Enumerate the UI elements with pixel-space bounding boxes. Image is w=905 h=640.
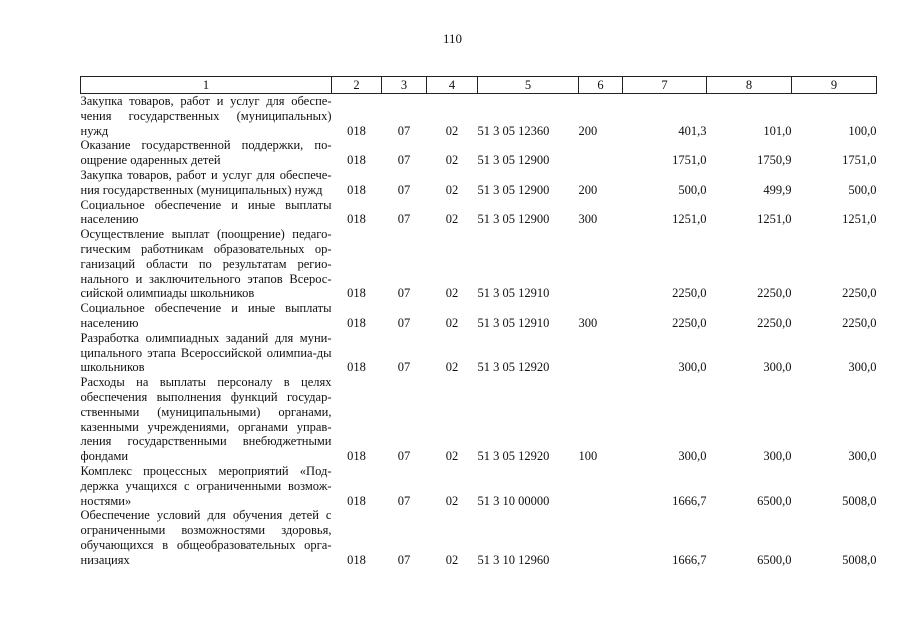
subsection-code: 02 xyxy=(445,315,459,330)
target-article-code: 51 3 05 12910 xyxy=(477,315,550,330)
subsection-code: 02 xyxy=(445,153,459,168)
table-row xyxy=(81,138,877,168)
table-row xyxy=(81,301,877,331)
table-row xyxy=(81,331,877,375)
row-name: Закупка товаров, работ и услуг для обеспе-чения государственных (муниципальных) нужд xyxy=(80,94,332,138)
amount-col8: 6500,0 xyxy=(757,493,792,508)
ministry-code: 018 xyxy=(347,182,366,197)
target-article-code: 51 3 05 12920 xyxy=(477,360,550,375)
amount-col7: 300,0 xyxy=(678,360,707,375)
row-name: Расходы на выплаты персоналу в целях обеспечения выполнения функций государ-ственными (муниципальными) органами, казенными учреждениями, органами управ-ления государственными внебюджетными фондами xyxy=(80,375,332,464)
ministry-code: 018 xyxy=(347,315,366,330)
expense-type-code: 100 xyxy=(578,449,598,464)
section-code: 07 xyxy=(397,315,411,330)
amount-col9: 1251,0 xyxy=(842,212,877,227)
target-article-code: 51 3 05 12360 xyxy=(477,123,550,138)
expense-type-code xyxy=(579,464,623,508)
expense-type-code: 300 xyxy=(578,315,598,330)
header-row xyxy=(81,77,877,94)
table-row xyxy=(81,508,877,567)
target-article-code: 51 3 05 12900 xyxy=(477,182,550,197)
table-row xyxy=(81,375,877,464)
amount-col9: 5008,0 xyxy=(842,552,877,567)
amount-col7: 401,3 xyxy=(678,123,707,138)
amount-col8: 1251,0 xyxy=(757,212,792,227)
amount-col8: 2250,0 xyxy=(757,286,792,301)
col-header: 6 xyxy=(579,77,623,94)
amount-col8: 499,9 xyxy=(763,182,792,197)
amount-col8: 101,0 xyxy=(763,123,792,138)
amount-col9: 5008,0 xyxy=(842,493,877,508)
page-number: 110 xyxy=(442,31,463,46)
ministry-code: 018 xyxy=(347,493,366,508)
subsection-code: 02 xyxy=(445,123,459,138)
row-name: Социальное обеспечение и иные выплаты населению xyxy=(80,197,332,227)
amount-col7: 500,0 xyxy=(678,182,707,197)
section-code: 07 xyxy=(397,449,411,464)
amount-col8: 300,0 xyxy=(763,449,792,464)
target-article-code: 51 3 05 12910 xyxy=(477,286,550,301)
row-name: Осуществление выплат (поощрение) педаго-гическим работникам образовательных ор-ганизаций области по результатам регио-нального и заключительного этапов Всерос-сийской олимпиады школьников xyxy=(80,227,332,301)
amount-col7: 1666,7 xyxy=(672,552,707,567)
target-article-code: 51 3 05 12900 xyxy=(477,153,550,168)
amount-col7: 2250,0 xyxy=(672,286,707,301)
amount-col7: 1666,7 xyxy=(672,493,707,508)
section-code: 07 xyxy=(397,493,411,508)
subsection-code: 02 xyxy=(445,286,459,301)
section-code: 07 xyxy=(397,123,411,138)
subsection-code: 02 xyxy=(445,449,459,464)
row-name: Обеспечение условий для обучения детей с ограниченными возможностями здоровья, обучающихся в общеобразовательных орга-низациях xyxy=(80,508,332,567)
row-name: Закупка товаров, работ и услуг для обеспече-ния государственных (муниципальных) нужд xyxy=(80,167,332,197)
budget-table xyxy=(80,76,877,568)
table-row xyxy=(81,198,877,228)
ministry-code: 018 xyxy=(347,449,366,464)
expense-type-code xyxy=(579,331,623,375)
amount-col8: 300,0 xyxy=(763,360,792,375)
amount-col9: 300,0 xyxy=(848,449,877,464)
subsection-code: 02 xyxy=(445,360,459,375)
subsection-code: 02 xyxy=(445,182,459,197)
amount-col9: 500,0 xyxy=(848,182,877,197)
subsection-code: 02 xyxy=(445,552,459,567)
expense-type-code xyxy=(579,227,623,301)
ministry-code: 018 xyxy=(347,212,366,227)
col-header: 4 xyxy=(427,77,478,94)
row-name: Разработка олимпиадных заданий для муни-ципального этапа Всероссийской олимпиа-ды школьников xyxy=(80,330,332,375)
col-header: 7 xyxy=(623,77,707,94)
col-header: 2 xyxy=(332,77,382,94)
amount-col7: 2250,0 xyxy=(672,315,707,330)
amount-col8: 2250,0 xyxy=(757,315,792,330)
expense-type-code: 200 xyxy=(578,123,598,138)
ministry-code: 018 xyxy=(347,360,366,375)
amount-col8: 6500,0 xyxy=(757,552,792,567)
expense-type-code: 200 xyxy=(578,182,598,197)
amount-col9: 1751,0 xyxy=(842,153,877,168)
subsection-code: 02 xyxy=(445,212,459,227)
col-header: 1 xyxy=(81,77,332,94)
ministry-code: 018 xyxy=(347,286,366,301)
section-code: 07 xyxy=(397,360,411,375)
table-row xyxy=(81,464,877,508)
amount-col8: 1750,9 xyxy=(757,153,792,168)
amount-col9: 300,0 xyxy=(848,360,877,375)
amount-col9: 2250,0 xyxy=(842,286,877,301)
target-article-code: 51 3 05 12900 xyxy=(477,212,550,227)
amount-col9: 2250,0 xyxy=(842,315,877,330)
section-code: 07 xyxy=(397,286,411,301)
table-row xyxy=(81,168,877,198)
section-code: 07 xyxy=(397,182,411,197)
section-code: 07 xyxy=(397,552,411,567)
row-name: Оказание государственной поддержки, по-ощрение одаренных детей xyxy=(80,138,332,168)
row-name: Комплекс процессных мероприятий «Под-держка учащихся с ограниченными возмож-ностями» xyxy=(80,463,332,508)
amount-col7: 1251,0 xyxy=(672,212,707,227)
target-article-code: 51 3 05 12920 xyxy=(477,449,550,464)
ministry-code: 018 xyxy=(347,552,366,567)
target-article-code: 51 3 10 00000 xyxy=(477,493,550,508)
expense-type-code xyxy=(579,138,623,168)
col-header: 5 xyxy=(478,77,579,94)
col-header: 9 xyxy=(792,77,877,94)
expense-type-code: 300 xyxy=(578,212,598,227)
amount-col9: 100,0 xyxy=(848,123,877,138)
col-header: 8 xyxy=(707,77,792,94)
amount-col7: 300,0 xyxy=(678,449,707,464)
table-row xyxy=(81,227,877,301)
subsection-code: 02 xyxy=(445,493,459,508)
table-row xyxy=(81,94,877,139)
ministry-code: 018 xyxy=(347,123,366,138)
expense-type-code xyxy=(579,508,623,567)
col-header: 3 xyxy=(382,77,427,94)
section-code: 07 xyxy=(397,153,411,168)
target-article-code: 51 3 10 12960 xyxy=(477,552,550,567)
amount-col7: 1751,0 xyxy=(672,153,707,168)
ministry-code: 018 xyxy=(347,153,366,168)
row-name: Социальное обеспечение и иные выплаты населению xyxy=(80,301,332,330)
section-code: 07 xyxy=(397,212,411,227)
